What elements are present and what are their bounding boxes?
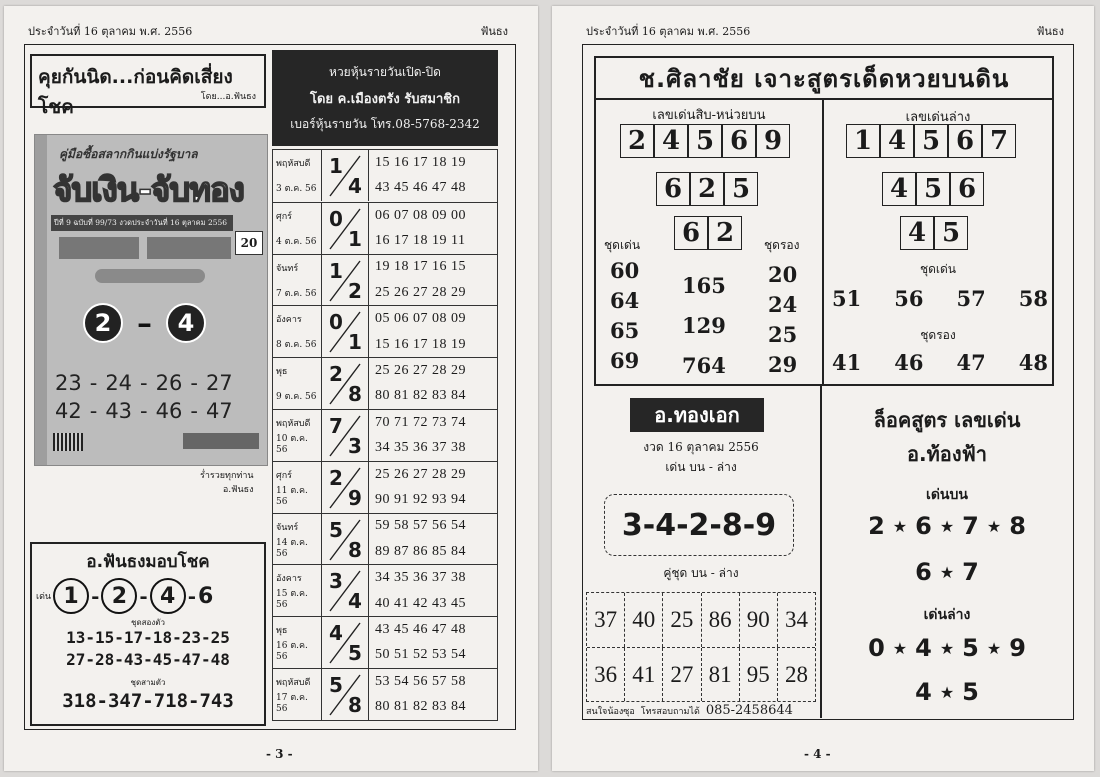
row-day-cell (273, 410, 322, 461)
formula-digit: 0 (868, 634, 885, 662)
row-date: 3 ต.ค. 56 (276, 184, 317, 194)
thongek-period: งวด 16 ตุลาคม 2556 (643, 440, 759, 454)
row-day-cell (273, 669, 322, 720)
offer-lead: เด่น 1 - 2 - 4 - 6 (36, 578, 213, 614)
lower-lead-list (832, 286, 1048, 311)
formula-digit: 9 (1009, 634, 1026, 662)
row-numbers (369, 462, 498, 513)
row-pair-bottom: 1 (348, 330, 362, 355)
wish-line-1: ร่ำรวยทุกท่าน (200, 471, 254, 481)
row-pair-top: 2 (329, 362, 343, 387)
row-numbers-1: 53 54 56 57 58 (375, 673, 466, 689)
row-pair-cell (322, 203, 369, 254)
second-number: 20 (768, 262, 798, 287)
row-pair-top: 1 (329, 258, 343, 283)
numbers-section (594, 98, 1054, 386)
upper-second-label: ชุดรอง (764, 238, 800, 252)
row-numbers (369, 150, 498, 201)
table-row (273, 409, 498, 461)
row-numbers-1: 70 71 72 73 74 (375, 414, 466, 430)
formula-digit: 2 (868, 512, 885, 540)
digit-box: 4 (654, 124, 688, 158)
row-date: 9 ต.ค. 56 (276, 392, 317, 403)
row-numbers-2: 90 91 92 93 94 (375, 492, 466, 508)
lower-second-list (832, 350, 1048, 375)
row-day: ศุกร์ (276, 211, 292, 222)
row-numbers-2: 40 41 42 43 45 (375, 595, 466, 611)
row-pair-bottom: 9 (348, 485, 362, 510)
star-icon: ★ (939, 682, 955, 702)
upper-boxes-row1 (620, 124, 790, 158)
row-numbers-2: 50 51 52 53 54 (375, 647, 466, 663)
column-title-box (30, 54, 266, 118)
pair-number: 27 (663, 648, 701, 701)
offer-lead-digit: 4 (150, 578, 186, 614)
thongek-pairs (586, 592, 816, 702)
table-header-line3: เบอร์หุ้นรายวัน โทร.08-5768-2342 (290, 116, 480, 131)
formula-digit: 4 (915, 634, 932, 662)
star-icon: ★ (892, 516, 908, 536)
pair-number: 41 (625, 648, 663, 701)
lower-boxes-row3 (900, 216, 968, 250)
table-row (273, 254, 498, 306)
magazine-digits: 2 – 4 (83, 303, 206, 343)
row-date: 8 ต.ค. 56 (276, 340, 317, 351)
formula-digit: 7 (962, 512, 979, 540)
row-pair-top: 0 (329, 310, 343, 335)
row-day: พุธ (276, 367, 288, 378)
lead-number: 60 (610, 258, 640, 283)
offer-two-row1: 13-15-17-18-23-25 (66, 628, 230, 647)
row-numbers (369, 306, 498, 357)
row-day: พุธ (276, 626, 288, 637)
pair-number: 40 (625, 593, 663, 647)
row-pair-cell (322, 514, 369, 565)
digit-box: 5 (914, 124, 948, 158)
row-day: จันทร์ (276, 522, 299, 533)
lower-second-number: 47 (956, 350, 986, 375)
magazine-cover (34, 134, 268, 466)
mag-num: 26 (155, 371, 183, 395)
star-icon: ★ (939, 638, 955, 658)
row-numbers-1: 34 35 36 37 38 (375, 570, 466, 586)
row-pair-bottom: 4 (348, 174, 362, 198)
row-numbers (369, 617, 498, 668)
lower-second-label: ชุดรอง (920, 328, 956, 342)
lower-second-number: 46 (894, 350, 924, 375)
pair-number: 90 (740, 593, 778, 647)
pair-number: 86 (702, 593, 740, 647)
offer-lead-digit: 2 (101, 578, 137, 614)
left-page (4, 6, 538, 771)
table-row (273, 616, 498, 668)
row-pair-top: 5 (329, 517, 343, 542)
offer-lead-digit: 6 (198, 583, 214, 609)
star-icon: ★ (939, 562, 955, 582)
mag-num: 42 (55, 399, 82, 423)
thongek-title: อ.ทองเอก (630, 398, 764, 432)
offer-two-label: ชุดสองตัว (131, 618, 165, 627)
row-numbers-1: 59 58 57 56 54 (375, 518, 466, 534)
row-pair-bottom: 4 (348, 589, 362, 614)
formula-top-row1 (822, 512, 1072, 540)
row-day-cell (273, 306, 322, 357)
digit-box: 4 (900, 216, 934, 250)
row-pair-bottom: 8 (348, 537, 362, 562)
row-day-cell (273, 203, 322, 254)
lower-lead-number: 56 (894, 286, 924, 311)
row-pair-top: 0 (329, 206, 343, 231)
star-icon: ★ (892, 638, 908, 658)
wish-line-2: อ.ฟันธง (222, 485, 254, 495)
upper-boxes-row3 (674, 216, 742, 250)
row-numbers-1: 43 45 46 47 48 (375, 621, 466, 637)
footer-phone: 085-2458644 (705, 703, 793, 718)
stock-table (272, 149, 498, 721)
row-day: อังคาร (276, 315, 302, 326)
row-day: พฤหัสบดี (276, 678, 311, 688)
middle-number: 764 (682, 353, 726, 378)
digit-box: 2 (690, 172, 724, 206)
row-numbers-2: 80 81 82 83 84 (375, 699, 466, 715)
lead-number: 65 (610, 318, 640, 343)
row-pair-bottom: 8 (348, 382, 362, 407)
row-pair-bottom: 5 (348, 641, 362, 666)
pair-number: 28 (784, 661, 808, 687)
digit-box: 5 (916, 172, 950, 206)
mag-num: 43 (105, 399, 133, 423)
row-day-cell (273, 462, 322, 513)
middle-number: 129 (682, 313, 726, 338)
lower-second-number: 48 (1018, 350, 1048, 375)
digit-box: 4 (882, 172, 916, 206)
mag-num: 24 (105, 371, 133, 395)
row-day: อังคาร (276, 574, 302, 585)
title-box (594, 56, 1054, 100)
lower-boxes-row2 (882, 172, 984, 206)
row-day: พฤหัสบดี (276, 159, 311, 169)
row-day-cell (273, 565, 322, 616)
mag-num: 23 (55, 371, 82, 395)
thongek-sub: เด่น บน - ล่าง (665, 460, 737, 474)
table-row (273, 564, 498, 616)
footer-left: สนใจน้องซุอ (586, 707, 635, 717)
row-day-cell (273, 150, 322, 201)
row-date: 11 ต.ค. 56 (276, 485, 308, 507)
row-numbers-1: 05 06 07 08 09 (375, 311, 466, 327)
lower-boxes-row1 (846, 124, 1016, 158)
table-header-line2: โดย ค.เมืองตรัง รับสมาชิก (310, 91, 460, 107)
table-row (273, 202, 498, 254)
lead-number: 64 (610, 288, 640, 313)
row-numbers-2: 25 26 27 28 29 (375, 284, 466, 300)
offer-lead-label: เด่น (36, 592, 52, 602)
row-numbers-1: 19 18 17 16 15 (375, 259, 466, 275)
digit-box: 1 (846, 124, 880, 158)
formula-bottom-label: เด่นล่าง (923, 607, 971, 623)
formula-digit: 4 (915, 678, 932, 706)
lower-lead-number: 58 (1018, 286, 1048, 311)
row-numbers-2: 80 81 82 83 84 (375, 388, 466, 404)
row-day: จันทร์ (276, 263, 299, 274)
row-numbers-1: 25 26 27 28 29 (375, 362, 466, 378)
row-day: ศุกร์ (276, 470, 292, 481)
formula-bottom-row1 (822, 634, 1072, 662)
table-row (273, 513, 498, 565)
magazine-top: คู่มือซื้อสลากกินแบ่งรัฐบาล (59, 147, 198, 161)
lead-number: 69 (610, 348, 640, 373)
digit-box: 6 (674, 216, 708, 250)
digit-box: 6 (948, 124, 982, 158)
row-day-cell (273, 255, 322, 306)
row-pair-cell (322, 150, 369, 201)
offer-two-row2: 27-28-43-45-47-48 (66, 650, 230, 669)
page-number: - 4 - (804, 747, 831, 761)
formula-digit: 8 (1009, 512, 1026, 540)
row-date: 16 ต.ค. 56 (276, 641, 308, 663)
thongek-pairs-label: คู่ชุด บน - ล่าง (663, 566, 739, 580)
thongek-main: 3-4-2-8-9 (604, 494, 794, 556)
row-date: 10 ต.ค. 56 (276, 434, 308, 455)
row-numbers (369, 410, 498, 461)
page-title: ช.ศิลาชัย เจาะสูตรเด็ดหวยบนดิน (638, 64, 1010, 93)
row-numbers (369, 514, 498, 565)
row-numbers (369, 565, 498, 616)
formula-top-label: เด่นบน (926, 487, 968, 503)
row-numbers-2: 89 87 86 85 84 (375, 543, 466, 559)
row-numbers-2: 15 16 17 18 19 (375, 336, 466, 352)
header-date: ประจำวันที่ 16 ตุลาคม พ.ศ. 2556 (28, 25, 193, 38)
row-numbers-2: 43 45 46 47 48 (375, 180, 466, 196)
upper-boxes-row2 (656, 172, 758, 206)
pairs-row-1 (587, 593, 815, 648)
formula-title1: ล็อคสูตร เลขเด่น (873, 408, 1021, 432)
row-pair-cell (322, 358, 369, 409)
pair-number: 95 (740, 648, 778, 701)
offer-lead-digit: 1 (53, 578, 89, 614)
star-icon: ★ (986, 638, 1002, 658)
row-date: 17 ต.ค. 56 (276, 693, 308, 714)
row-pair-top: 4 (329, 621, 343, 646)
lower-label: เลขเด่นล่าง (905, 110, 971, 125)
row-date: 7 ต.ค. 56 (276, 288, 317, 299)
row-pair-cell (322, 410, 369, 461)
middle-number: 165 (682, 273, 726, 298)
barcode-icon (53, 433, 83, 451)
row-numbers-1: 25 26 27 28 29 (375, 466, 466, 482)
offer-three: 318-347-718-743 (62, 690, 234, 712)
row-numbers (369, 255, 498, 306)
table-row (273, 668, 498, 720)
magazine-name: จับเงิน-จับทอง (53, 170, 244, 209)
magazine-row1: 23 - 24 - 26 - 27 (55, 371, 233, 395)
table-row (273, 461, 498, 513)
page-number: - 3 - (266, 747, 293, 761)
digit-box: 6 (950, 172, 984, 206)
second-number: 29 (768, 352, 798, 377)
table-header (272, 50, 498, 146)
pair-number: 36 (587, 648, 625, 701)
digit-box: 7 (982, 124, 1016, 158)
header-name: ฟันธง (480, 25, 508, 38)
pairs-row-2 (587, 648, 815, 701)
upper-lead-list (610, 256, 639, 376)
row-numbers-2: 34 35 36 37 38 (375, 440, 466, 456)
formula-digit: 6 (915, 558, 932, 586)
lower-lead-number: 51 (832, 286, 862, 311)
pair-number: 25 (663, 593, 701, 647)
magazine-row2: 42 - 43 - 46 - 47 (55, 399, 233, 423)
row-pair-bottom: 1 (348, 226, 362, 251)
pair-number: 37 (587, 593, 625, 647)
table-header-line1: หวยหุ้นรายวันเปิด-ปิด (329, 64, 441, 79)
digit-box: 6 (656, 172, 690, 206)
row-pair-cell (322, 255, 369, 306)
column-byline: โดย...อ.ฟันธง (200, 92, 256, 102)
row-numbers (369, 358, 498, 409)
row-pair-cell (322, 669, 369, 720)
table-row (273, 150, 498, 201)
digit-box: 4 (880, 124, 914, 158)
row-pair-cell (322, 565, 369, 616)
row-pair-bottom: 8 (348, 693, 362, 717)
row-pair-top: 5 (329, 673, 343, 697)
row-numbers-2: 16 17 18 19 11 (375, 233, 466, 249)
header-date: ประจำวันที่ 16 ตุลาคม พ.ศ. 2556 (586, 25, 751, 38)
row-numbers (369, 203, 498, 254)
row-pair-top: 3 (329, 569, 343, 594)
row-numbers (369, 669, 498, 720)
wish-text (200, 468, 254, 496)
digit-box: 5 (688, 124, 722, 158)
formula-bottom-row2 (822, 678, 1072, 706)
pair-number: 34 (784, 607, 808, 632)
lower-lead-number: 57 (956, 286, 986, 311)
offer-box (30, 542, 266, 726)
row-day-cell (273, 358, 322, 409)
digit-box: 6 (722, 124, 756, 158)
magazine-digit-2: 4 (166, 303, 206, 343)
row-date: 14 ต.ค. 56 (276, 537, 308, 559)
lower-lead-label: ชุดเด่น (919, 262, 957, 276)
row-pair-top: 2 (329, 465, 343, 490)
star-icon: ★ (939, 516, 955, 536)
row-numbers-1: 06 07 08 09 00 (375, 207, 466, 223)
table-row (273, 357, 498, 409)
thongek-footer (586, 703, 818, 718)
formula-top-row2 (822, 558, 1072, 586)
row-pair-cell (322, 306, 369, 357)
formula-title2: อ.ท้องฟ้า (907, 442, 987, 466)
formula-digit: 7 (962, 558, 979, 586)
row-pair-cell (322, 462, 369, 513)
row-date: 15 ต.ค. 56 (276, 589, 308, 611)
upper-second-list (768, 260, 797, 380)
lower-second-number: 41 (832, 350, 862, 375)
formula-digit: 6 (915, 512, 932, 540)
magazine-price: 20 (235, 231, 263, 255)
upper-middle-list (682, 266, 726, 386)
column-title: คุยกันนิด...ก่อนคิดเสี่ยงโชค (38, 66, 233, 118)
row-pair-bottom: 2 (348, 278, 362, 303)
digit-box: 2 (708, 216, 742, 250)
table-row (273, 305, 498, 357)
digit-box: 5 (934, 216, 968, 250)
mag-num: 27 (205, 371, 233, 395)
row-pair-cell (322, 617, 369, 668)
upper-label: เลขเด่นสิบ-หน่วยบน (652, 108, 766, 123)
formula-digit: 5 (962, 634, 979, 662)
row-date: 4 ต.ค. 56 (276, 236, 317, 247)
magazine-issue: ปีที่ 9 ฉบับที่ 99/73 งวดประจำวันที่ 16 ตุลาคม 2556 (51, 215, 233, 231)
row-pair-bottom: 3 (348, 434, 362, 458)
pair-number: 81 (702, 648, 740, 701)
digit-box: 5 (724, 172, 758, 206)
row-pair-top: 1 (329, 154, 343, 178)
star-icon: ★ (986, 516, 1002, 536)
digit-box: 2 (620, 124, 654, 158)
row-day-cell (273, 617, 322, 668)
digit-box: 9 (756, 124, 790, 158)
row-day-cell (273, 514, 322, 565)
mag-num: 47 (205, 399, 233, 423)
header-name: ฟันธง (1036, 25, 1064, 38)
offer-title: อ.ฟันธงมอบโชค (86, 552, 210, 572)
row-numbers-1: 15 16 17 18 19 (375, 154, 466, 170)
row-pair-top: 7 (329, 414, 343, 438)
row-day: พฤหัสบดี (276, 419, 311, 429)
upper-lead-label: ชุดเด่น (604, 238, 641, 252)
second-number: 25 (768, 322, 798, 347)
footer-mid: โทรสอบถามได้ (640, 707, 700, 717)
second-number: 24 (768, 292, 798, 317)
offer-three-label: ชุดสามตัว (130, 678, 166, 687)
formula-digit: 5 (962, 678, 979, 706)
mag-num: 46 (155, 399, 183, 423)
magazine-digit-1: 2 (83, 303, 123, 343)
right-page (552, 6, 1094, 771)
